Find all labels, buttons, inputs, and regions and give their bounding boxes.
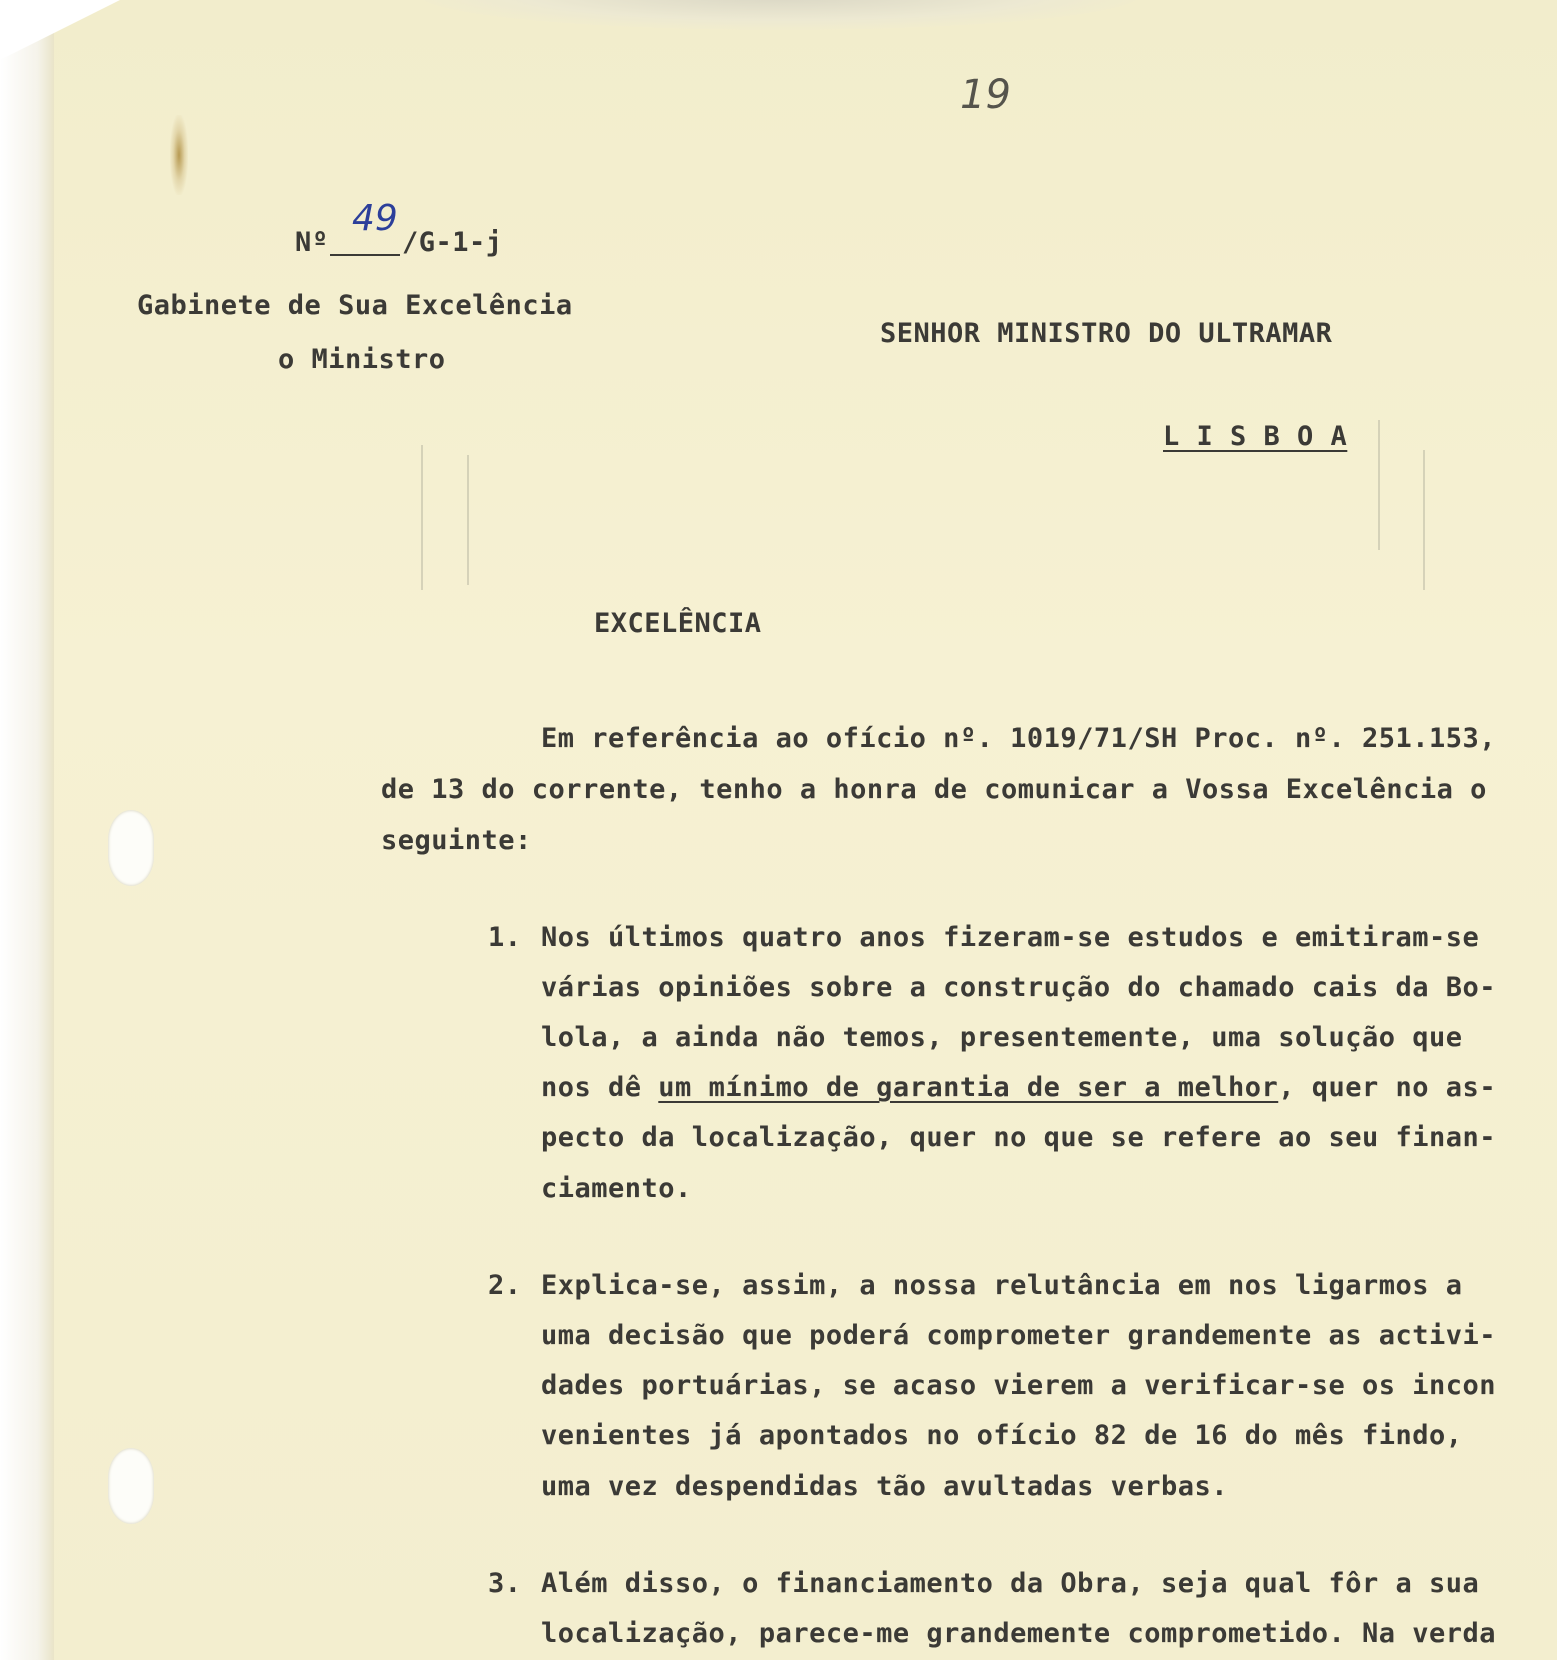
point-3-line2: localização, parece-me grandemente comprometido. Na verda bbox=[541, 1618, 1497, 1649]
point-1-line3: lola, a ainda não temos, presentemente, uma solução que bbox=[541, 1022, 1463, 1053]
point-1-line4 bbox=[541, 1072, 1496, 1103]
point-1-line4-post: , quer no as- bbox=[1278, 1072, 1497, 1103]
recipient-title: SENHOR MINISTRO DO ULTRAMAR bbox=[880, 318, 1333, 349]
point-2-number: 2. bbox=[488, 1270, 522, 1301]
point-3-line1: Além disso, o financiamento da Obra, seja qual fôr a sua bbox=[541, 1568, 1480, 1599]
point-2-line5: uma vez despendidas tão avultadas verbas. bbox=[541, 1471, 1228, 1502]
intro-line3: seguinte: bbox=[381, 825, 532, 856]
corner-fold bbox=[0, 0, 120, 60]
faint-mark bbox=[1378, 420, 1380, 550]
top-shadow bbox=[420, 0, 1140, 30]
point-1-line5: pecto da localização, quer no que se refere ao seu finan- bbox=[541, 1122, 1497, 1153]
sender-line1: Gabinete de Sua Excelência bbox=[137, 290, 573, 321]
faint-mark bbox=[1423, 450, 1425, 590]
reference-suffix: /G-1-j bbox=[402, 227, 503, 258]
sender-line2: o Ministro bbox=[278, 344, 446, 375]
point-2-line2: uma decisão que poderá comprometer grandemente as activi- bbox=[541, 1320, 1497, 1351]
recipient-city: L I S B O A bbox=[1163, 421, 1348, 452]
point-3-number: 3. bbox=[488, 1568, 522, 1599]
point-2-line3: dades portuárias, se acaso vierem a verificar-se os incon bbox=[541, 1370, 1497, 1401]
point-1-line6: ciamento. bbox=[541, 1173, 692, 1204]
page-edge bbox=[0, 0, 54, 1660]
reference-handwritten-number: 49 bbox=[352, 198, 398, 239]
point-1-line2: várias opiniões sobre a construção do chamado cais da Bo- bbox=[541, 972, 1497, 1003]
point-1-line4-pre: nos dê bbox=[541, 1072, 659, 1103]
point-1-line1: Nos últimos quatro anos fizeram-se estudos e emitiram-se bbox=[541, 922, 1480, 953]
faint-mark bbox=[467, 455, 469, 585]
intro-line1: Em referência ao ofício nº. 1019/71/SH Proc. nº. 251.153, bbox=[541, 723, 1497, 754]
rust-stain bbox=[170, 115, 188, 195]
point-1-underlined-phrase: um mínimo de garantia de ser a melhor bbox=[658, 1072, 1279, 1103]
salutation: EXCELÊNCIA bbox=[594, 608, 762, 639]
point-2-line4: venientes já apontados no ofício 82 de 16 do mês findo, bbox=[541, 1420, 1463, 1451]
point-1-number: 1. bbox=[488, 922, 522, 953]
intro-line2: de 13 do corrente, tenho a honra de comunicar a Vossa Excelência o bbox=[381, 774, 1487, 805]
page-number: 19 bbox=[960, 72, 1011, 118]
faint-mark bbox=[421, 445, 423, 590]
reference-prefix: Nº bbox=[295, 227, 329, 258]
reference-underline bbox=[330, 254, 400, 256]
punch-hole bbox=[108, 810, 154, 886]
punch-hole bbox=[108, 1448, 154, 1524]
point-2-line1: Explica-se, assim, a nossa relutância em nos ligarmos a bbox=[541, 1270, 1463, 1301]
